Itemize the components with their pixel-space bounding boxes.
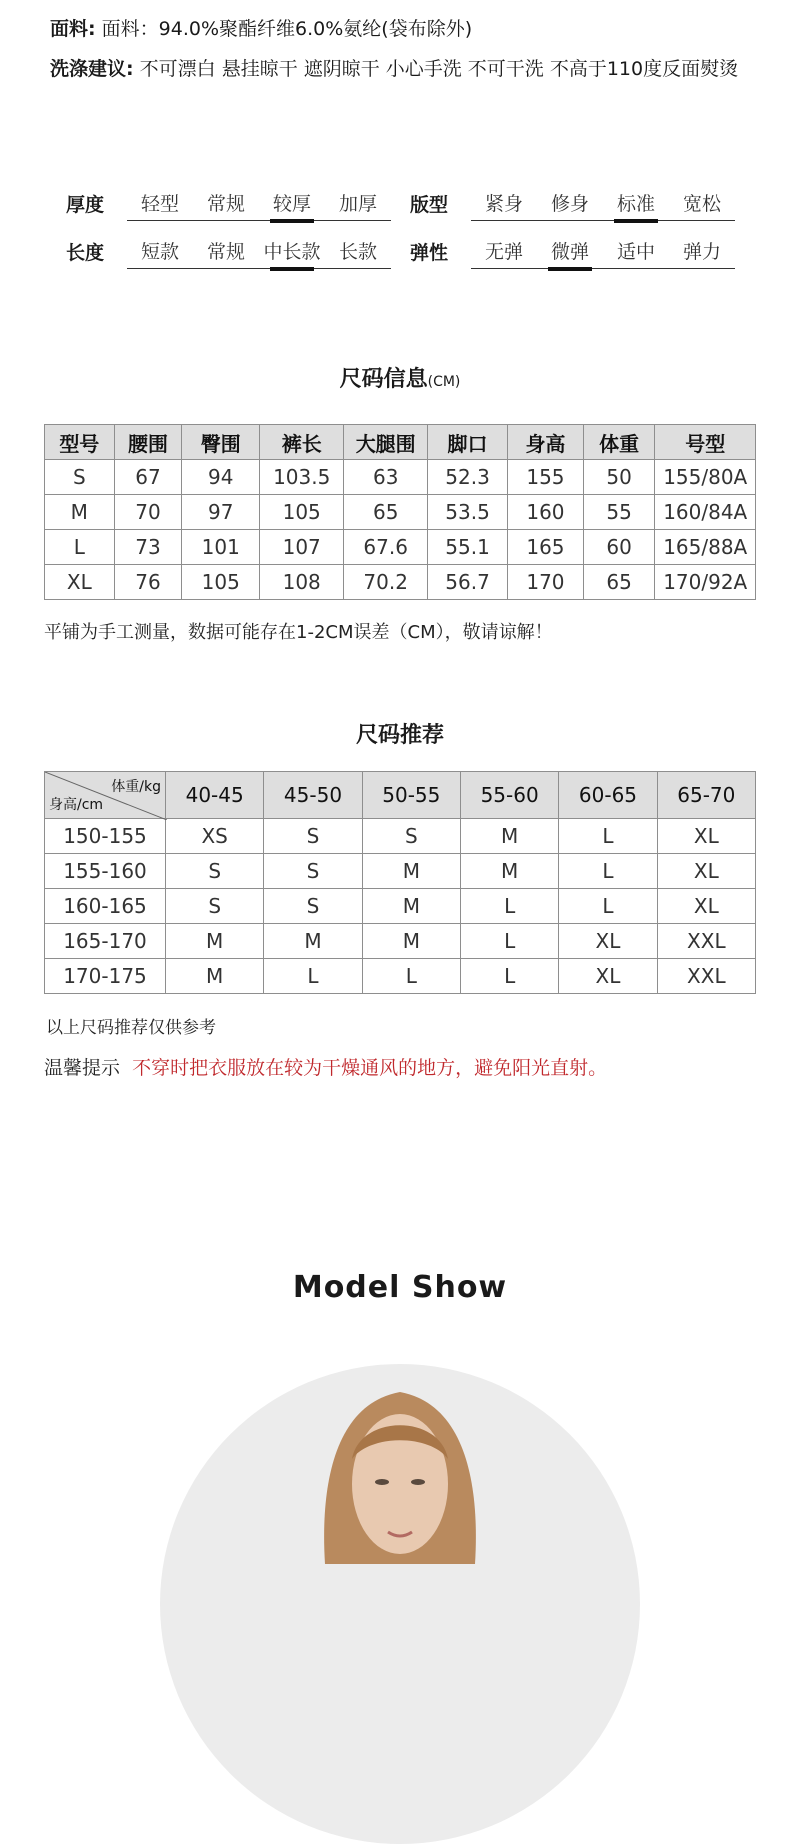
size-info-unit: (CM) — [427, 374, 461, 390]
recommended-size-cell: L — [460, 959, 558, 994]
recommended-size-cell: M — [460, 854, 558, 889]
size-info-cell: 165/88A — [655, 530, 756, 565]
size-info-cell: 53.5 — [428, 495, 508, 530]
weight-range-header: 60-65 — [559, 772, 657, 819]
recommended-size-cell: L — [460, 924, 558, 959]
fabric-label: 面料: — [50, 18, 96, 40]
weight-range-header: 40-45 — [166, 772, 264, 819]
recommended-size-cell: M — [166, 959, 264, 994]
size-info-header-cell: 体重 — [583, 425, 655, 460]
size-info-header-cell: 型号 — [45, 425, 115, 460]
size-info-cell: 160 — [508, 495, 584, 530]
tip-text: 不穿时把衣服放在较为干燥通风的地方，避免阳光直射。 — [132, 1057, 608, 1079]
size-info-title — [0, 362, 800, 393]
tip-label: 温馨提示 — [44, 1057, 121, 1079]
recommended-size-cell: S — [166, 889, 264, 924]
thickness-option: 常规 — [206, 193, 245, 215]
size-info-cell: 76 — [114, 565, 182, 600]
height-range-cell: 160-165 — [45, 889, 166, 924]
size-rec-note: 以上尺码推荐仅供参考 — [46, 1018, 216, 1038]
size-info-cell: 101 — [182, 530, 260, 565]
size-info-cell: 52.3 — [428, 460, 508, 495]
size-info-cell: 70.2 — [344, 565, 428, 600]
recommended-size-cell: XXL — [657, 924, 755, 959]
size-info-cell: 67.6 — [344, 530, 428, 565]
size-info-cell: XL — [45, 565, 115, 600]
recommended-size-cell: L — [460, 889, 558, 924]
thickness-options — [127, 190, 391, 221]
height-range-cell: 170-175 — [45, 959, 166, 994]
size-info-cell: 170/92A — [655, 565, 756, 600]
size-info-cell: 165 — [508, 530, 584, 565]
fit-option: 紧身 — [484, 193, 523, 215]
fit-option: 宽松 — [682, 193, 721, 215]
size-info-cell: M — [45, 495, 115, 530]
size-info-cell: 65 — [583, 565, 655, 600]
size-info-cell: 56.7 — [428, 565, 508, 600]
weight-range-header: 45-50 — [264, 772, 362, 819]
size-info-cell: 65 — [344, 495, 428, 530]
size-info-cell: 55 — [583, 495, 655, 530]
thickness-option: 较厚 — [259, 190, 325, 220]
model-photo — [160, 1364, 640, 1844]
size-info-cell: 155 — [508, 460, 584, 495]
size-rec-title: 尺码推荐 — [355, 723, 444, 748]
elasticity-option: 弹力 — [682, 241, 721, 263]
weight-range-header: 55-60 — [460, 772, 558, 819]
size-info-cell: 155/80A — [655, 460, 756, 495]
length-label: 长度 — [66, 242, 105, 264]
size-info-header-cell: 身高 — [508, 425, 584, 460]
size-info-cell: 70 — [114, 495, 182, 530]
size-rec-corner-cell — [45, 772, 166, 819]
size-info-header-cell: 臀围 — [182, 425, 260, 460]
table-row — [45, 495, 756, 530]
size-info-cell: 108 — [260, 565, 344, 600]
thickness-option: 轻型 — [140, 193, 179, 215]
recommended-size-cell: L — [559, 819, 657, 854]
recommended-size-cell: M — [362, 889, 460, 924]
size-info-cell: 60 — [583, 530, 655, 565]
height-range-cell: 165-170 — [45, 924, 166, 959]
recommended-size-cell: S — [264, 889, 362, 924]
fit-option: 修身 — [550, 193, 589, 215]
size-info-cell: 170 — [508, 565, 584, 600]
fit-options — [471, 190, 735, 221]
recommended-size-cell: S — [264, 854, 362, 889]
fit-option: 标准 — [603, 190, 669, 220]
table-row — [45, 460, 756, 495]
size-info-header-cell: 大腿围 — [344, 425, 428, 460]
size-info-cell: 107 — [260, 530, 344, 565]
size-info-cell: 73 — [114, 530, 182, 565]
recommended-size-cell: XL — [657, 854, 755, 889]
size-info-cell: 50 — [583, 460, 655, 495]
table-row — [45, 854, 756, 889]
corner-height-label: 身高/cm — [49, 797, 104, 813]
recommended-size-cell: L — [559, 889, 657, 924]
recommended-size-cell: XL — [559, 924, 657, 959]
size-info-cell: 103.5 — [260, 460, 344, 495]
table-row — [45, 530, 756, 565]
table-row — [45, 924, 756, 959]
fabric-line — [50, 14, 770, 44]
size-info-header-cell: 脚口 — [428, 425, 508, 460]
recommended-size-cell: M — [362, 854, 460, 889]
recommended-size-cell: M — [460, 819, 558, 854]
size-info-note: 平铺为手工测量，数据可能存在1-2CM误差（CM），敬请谅解！ — [44, 622, 553, 643]
size-info-title-text: 尺码信息 — [339, 367, 428, 392]
recommended-size-cell: M — [166, 924, 264, 959]
corner-weight-label: 体重/kg — [111, 779, 161, 795]
fabric-value: 面料：94.0%聚酯纤维6.0%氨纶(袋布除外) — [95, 18, 473, 40]
length-option: 长款 — [338, 241, 377, 263]
size-info-header-cell: 裤长 — [260, 425, 344, 460]
recommended-size-cell: XXL — [657, 959, 755, 994]
thickness-label: 厚度 — [66, 194, 105, 216]
recommended-size-cell: S — [166, 854, 264, 889]
recommended-size-cell: M — [264, 924, 362, 959]
height-range-cell: 155-160 — [45, 854, 166, 889]
size-info-cell: 105 — [182, 565, 260, 600]
recommended-size-cell: XL — [657, 889, 755, 924]
table-row — [45, 889, 756, 924]
size-rec-table — [44, 771, 756, 994]
wash-label: 洗涤建议: — [50, 58, 134, 80]
recommended-size-cell: L — [559, 854, 657, 889]
size-info-cell: 160/84A — [655, 495, 756, 530]
elasticity-label: 弹性 — [410, 242, 449, 264]
size-info-cell: 55.1 — [428, 530, 508, 565]
elasticity-options — [471, 238, 735, 269]
size-info-cell: 97 — [182, 495, 260, 530]
weight-range-header: 50-55 — [362, 772, 460, 819]
wash-line — [50, 54, 770, 84]
recommended-size-cell: XS — [166, 819, 264, 854]
size-info-header-cell: 腰围 — [114, 425, 182, 460]
model-show-title: Model Show — [292, 1270, 508, 1305]
elasticity-option: 适中 — [616, 241, 655, 263]
length-option: 短款 — [140, 241, 179, 263]
size-info-cell: 67 — [114, 460, 182, 495]
tip-line — [44, 1053, 607, 1080]
length-option: 中长款 — [259, 238, 325, 268]
size-rec-header-row — [45, 772, 756, 819]
table-row — [45, 819, 756, 854]
recommended-size-cell: XL — [559, 959, 657, 994]
length-option: 常规 — [206, 241, 245, 263]
recommended-size-cell: M — [362, 924, 460, 959]
elasticity-option: 微弹 — [537, 238, 603, 268]
size-info-cell: 63 — [344, 460, 428, 495]
size-info-cell: S — [45, 460, 115, 495]
recommended-size-cell: L — [264, 959, 362, 994]
thickness-option: 加厚 — [338, 193, 377, 215]
length-options — [127, 238, 391, 269]
recommended-size-cell: S — [264, 819, 362, 854]
size-info-header-row — [45, 425, 756, 460]
wash-value: 不可漂白 悬挂晾干 遮阴晾干 小心手洗 不可干洗 不高于110度反面熨烫 — [133, 58, 739, 80]
recommended-size-cell: S — [362, 819, 460, 854]
recommended-size-cell: XL — [657, 819, 755, 854]
table-row — [45, 959, 756, 994]
size-info-table — [44, 424, 756, 600]
fit-label: 版型 — [410, 194, 449, 216]
height-range-cell: 150-155 — [45, 819, 166, 854]
model-figure — [160, 1364, 640, 1564]
elasticity-option: 无弹 — [484, 241, 523, 263]
size-info-cell: L — [45, 530, 115, 565]
table-row — [45, 565, 756, 600]
size-info-cell: 105 — [260, 495, 344, 530]
size-info-header-cell: 号型 — [655, 425, 756, 460]
size-info-cell: 94 — [182, 460, 260, 495]
weight-range-header: 65-70 — [657, 772, 755, 819]
recommended-size-cell: L — [362, 959, 460, 994]
